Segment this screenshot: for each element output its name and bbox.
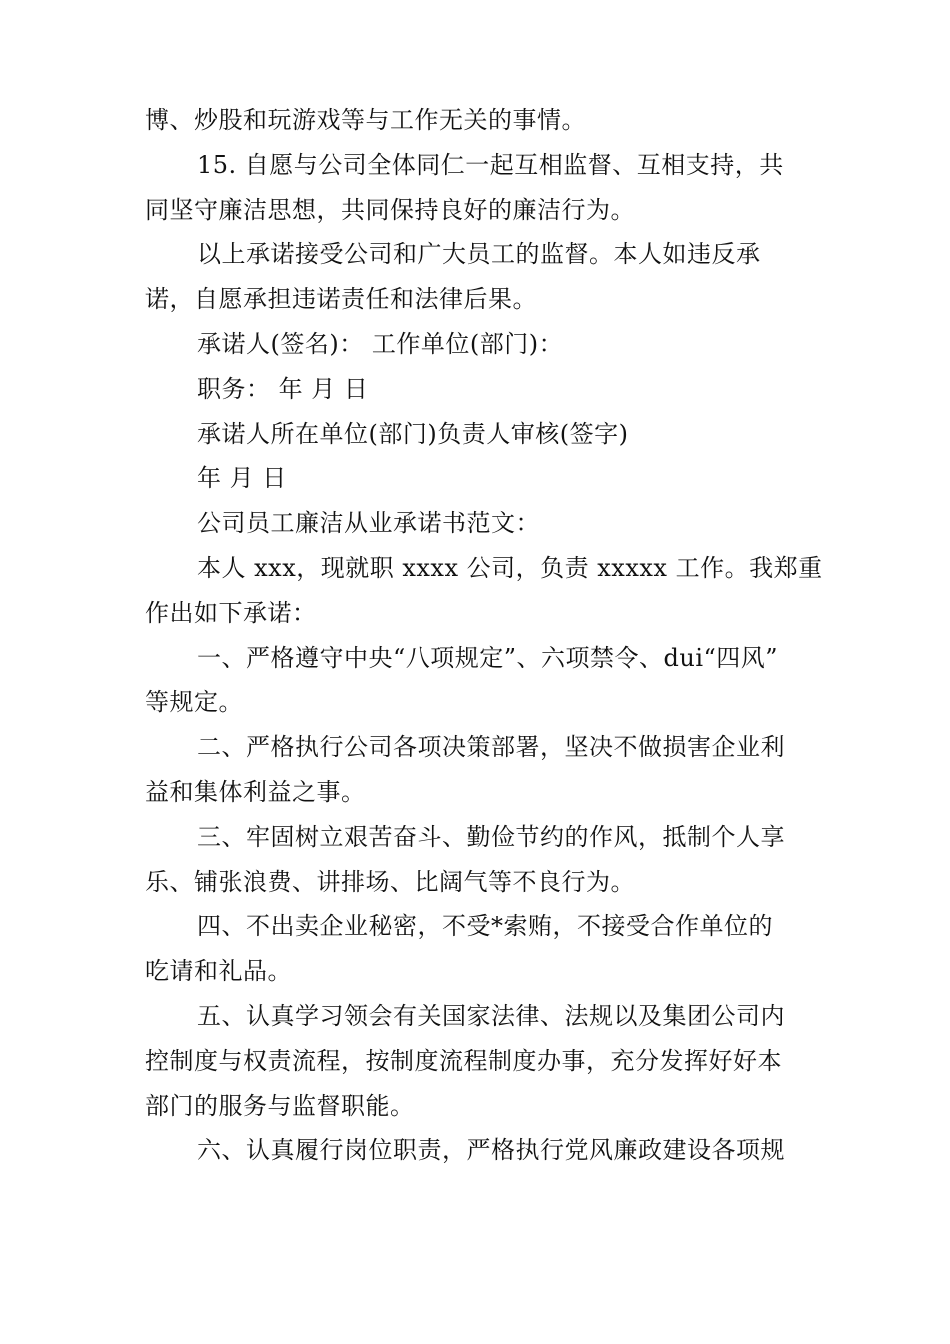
- text-line-17: 三、牢固树立艰苦奋斗、勤俭节约的作风，抵制个人享: [197, 822, 785, 851]
- text-line-23: 部门的服务与监督职能。: [145, 1091, 415, 1120]
- text-line-5: 诺，自愿承担违诺责任和法律后果。: [145, 285, 537, 314]
- text-line-16: 益和集体利益之事。: [145, 777, 366, 806]
- date-line: 年 月 日: [197, 464, 287, 493]
- text-line-22: 控制度与权责流程，按制度流程制度办事，充分发挥好好本: [145, 1046, 782, 1075]
- text-line-1: 博、炒股和玩游戏等与工作无关的事情。: [145, 106, 586, 134]
- text-line-13: 一、严格遵守中央“八项规定”、六项禁令、dui“四风”: [197, 643, 779, 672]
- text-line-2: 15. 自愿与公司全体同仁一起互相监督、互相支持，共: [197, 150, 784, 179]
- text-line-12: 作出如下承诺：: [145, 598, 317, 627]
- text-line-18: 乐、铺张浪费、讲排场、比阔气等不良行为。: [145, 867, 635, 896]
- text-line-24: 六、认真履行岗位职责，严格执行党风廉政建设各项规: [197, 1136, 785, 1165]
- signature-line: 承诺人(签名)： 工作单位(部门)：: [197, 329, 564, 358]
- position-date-line: 职务： 年 月 日: [197, 374, 369, 403]
- text-line-4: 以上承诺接受公司和广大员工的监督。本人如违反承: [197, 240, 761, 269]
- text-line-15: 二、严格执行公司各项决策部署，坚决不做损害企业利: [197, 733, 785, 762]
- text-line-21: 五、认真学习领会有关国家法律、法规以及集团公司内: [197, 1001, 785, 1030]
- text-line-20: 吃请和礼品。: [145, 957, 292, 986]
- document-body: [145, 98, 823, 1173]
- text-line-14: 等规定。: [145, 688, 243, 717]
- text-line-11: 本人 xxx，现就职 xxxx 公司，负责 xxxxx 工作。我郑重: [197, 553, 823, 582]
- review-line: 承诺人所在单位(部门)负责人审核(签字): [197, 419, 629, 448]
- text-line-19: 四、不出卖企业秘密，不受*索贿，不接受合作单位的: [197, 912, 773, 941]
- section-heading: 公司员工廉洁从业承诺书范文：: [197, 509, 540, 538]
- text-line-3: 同坚守廉洁思想，共同保持良好的廉洁行为。: [145, 195, 635, 224]
